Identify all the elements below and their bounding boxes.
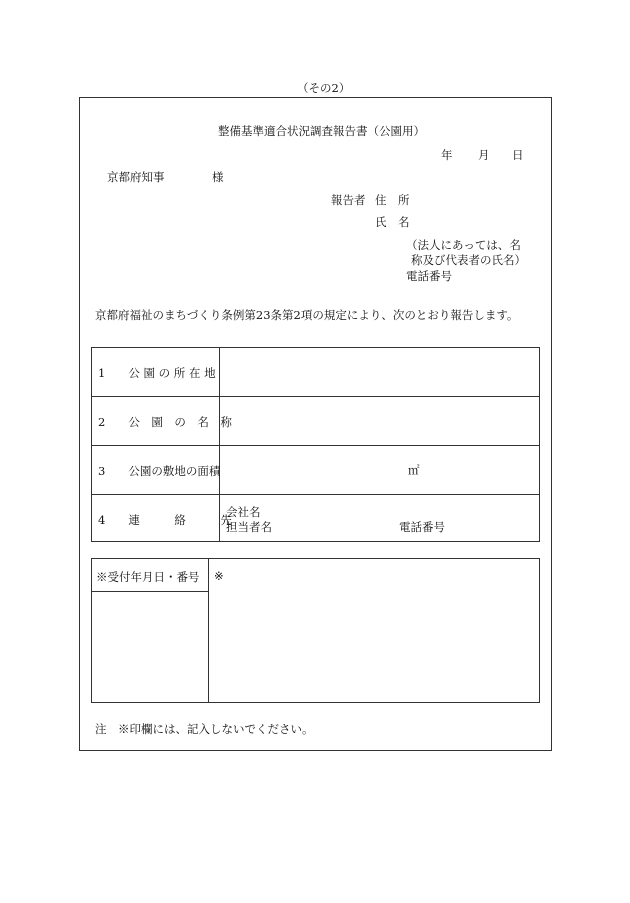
corp-note-line1: （法人にあっては、名 xyxy=(406,238,521,252)
receipt-mark: ※ xyxy=(214,569,224,583)
name-label: 氏 名 xyxy=(375,215,410,229)
date-year: 年 xyxy=(441,148,453,162)
area-unit: ㎡ xyxy=(408,463,420,477)
contact-company-label: 会社名 xyxy=(226,505,261,519)
report-table xyxy=(91,347,540,542)
contact-phone-label: 電話番号 xyxy=(399,520,445,534)
table-row-divider xyxy=(92,445,539,446)
date-month: 月 xyxy=(478,148,490,162)
contact-person-label: 担当者名 xyxy=(226,520,272,534)
reporter-label: 報告者 xyxy=(331,193,366,207)
form-title: 整備基準適合状況調査報告書（公園用） xyxy=(218,124,425,138)
page-marker: （その2） xyxy=(297,81,351,95)
receipt-label: ※受付年月日・番号 xyxy=(96,570,200,584)
receipt-row-divider xyxy=(92,591,208,592)
receipt-box xyxy=(91,558,540,703)
footer-note: 注 ※印欄には、記入しないでください。 xyxy=(95,722,314,736)
addressee: 京都府知事 xyxy=(107,170,165,184)
addressee-suffix: 様 xyxy=(212,170,224,184)
corp-note-line2: 称及び代表者の氏名） xyxy=(411,253,526,267)
table-row-divider xyxy=(92,494,539,495)
row-label-contact: 4 連 絡 先 xyxy=(98,513,232,527)
row-label-location: 1 公 園 の 所 在 地 xyxy=(98,366,216,380)
row-label-site-area: 3 公園の敷地の面積 xyxy=(98,464,221,478)
row-label-park-name: 2 公 園 の 名 称 xyxy=(98,415,232,429)
date-day: 日 xyxy=(512,148,524,162)
phone-label: 電話番号 xyxy=(406,269,452,283)
table-row-divider xyxy=(92,396,539,397)
body-text: 京都府福祉のまちづくり条例第23条第2項の規定により、次のとおり報告します。 xyxy=(95,308,519,322)
address-label: 住 所 xyxy=(375,193,410,207)
receipt-column-divider xyxy=(208,559,209,702)
